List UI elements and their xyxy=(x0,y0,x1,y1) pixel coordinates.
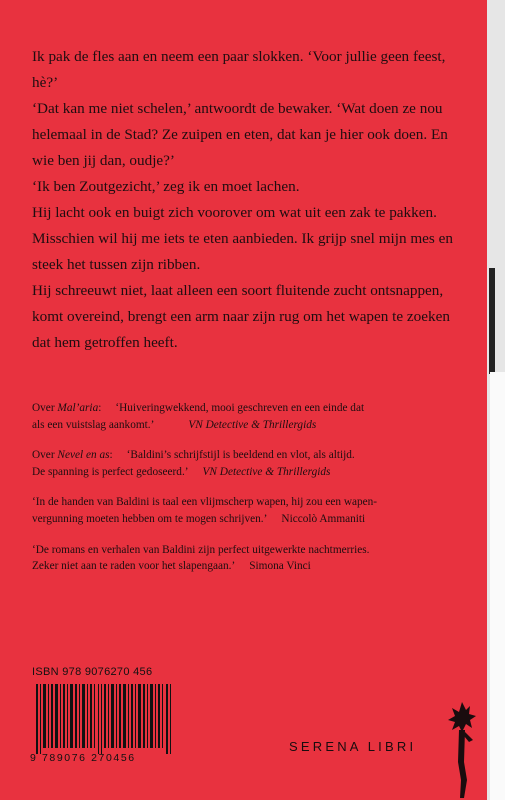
review-prefix: Over xyxy=(32,402,58,414)
isbn-label: ISBN 978 9076270 456 xyxy=(32,666,153,678)
review-source: Niccolò Ammaniti xyxy=(281,512,366,525)
review-text: ‘Baldini’s schrijfstijl is beeldend en vlot, als altijd. xyxy=(126,449,355,462)
press-reviews xyxy=(32,400,472,589)
ean-number: 9 789076 270456 xyxy=(30,752,136,764)
publisher-logo-icon xyxy=(440,702,484,798)
page-edge-light xyxy=(490,372,505,800)
review-book-title: Mal’aria xyxy=(57,402,99,414)
publisher-name: SERENA LIBRI xyxy=(289,739,417,754)
barcode-panel xyxy=(32,666,182,770)
page-edge-shadow xyxy=(489,268,495,374)
review-text: ‘De romans en verhalen van Baldini zijn perfect uitgewerkte nachtmerries. xyxy=(32,543,370,556)
excerpt-paragraph: ‘Ik ben Zoutgezicht,’ zeg ik en moet lachen. xyxy=(32,178,300,195)
review-text: vergunning moeten hebben om te mogen schrijven.’ xyxy=(32,512,268,525)
review-text: De spanning is perfect gedoseerd.’ xyxy=(32,465,189,478)
review-quote: Over Mal’aria: ‘Huiveringwekkend, mooi geschreven en een einde dat als een vuistslag aankomt.’ VN Detective & Thrillergids xyxy=(32,402,365,431)
review-text: als een vuistslag aankomt.’ xyxy=(32,418,155,431)
review-quote xyxy=(32,494,472,527)
review-text: Zeker niet aan te raden voor het slapengaan.’ xyxy=(32,560,236,573)
review-text: ‘Huiveringwekkend, mooi geschreven en een einde dat xyxy=(115,402,365,414)
review-source: VN Detective & Thrillergids xyxy=(202,465,331,478)
excerpt-paragraph: Hij schreeuwt niet, laat alleen een soort fluitende zucht ontsnappen, komt overeind, brengt een arm naar zijn rug om het wapen te zoeken dat hem getroffen heeft. xyxy=(32,282,450,351)
review-quote xyxy=(32,542,472,575)
review-source: Simona Vinci xyxy=(249,560,311,573)
review-quote: Over Nevel en as: ‘Baldini’s schrijfstijl is beeldend en vlot, als altijd. De spanning is perfect gedoseerd.’ VN Detective & Thrillergids xyxy=(32,449,355,478)
barcode-icon xyxy=(32,684,178,754)
review-text: ‘In de handen van Baldini is taal een vlijmscherp wapen, hij zou een wapen- xyxy=(32,496,378,509)
review-prefix: Over xyxy=(32,449,58,462)
excerpt-paragraph: Hij lacht ook en buigt zich voorover om wat uit een zak te pakken. Misschien wil hij me iets te eten aanbieden. Ik grijp snel mijn mes en steek het tussen zijn ribben. xyxy=(32,204,453,273)
review-source: VN Detective & Thrillergids xyxy=(188,418,317,431)
book-excerpt xyxy=(32,44,464,356)
excerpt-paragraph: ‘Dat kan me niet schelen,’ antwoordt de bewaker. ‘Wat doen ze nou helemaal in de Stad? Ze zuipen en eten, dat kan je hier ook doen. En wie ben jij dan, oudje?’ xyxy=(32,100,448,169)
excerpt-paragraph: Ik pak de fles aan en neem een paar slokken. ‘Voor jullie geen feest, hè?’ xyxy=(32,48,446,91)
review-book-title: Nevel en as xyxy=(57,449,110,462)
